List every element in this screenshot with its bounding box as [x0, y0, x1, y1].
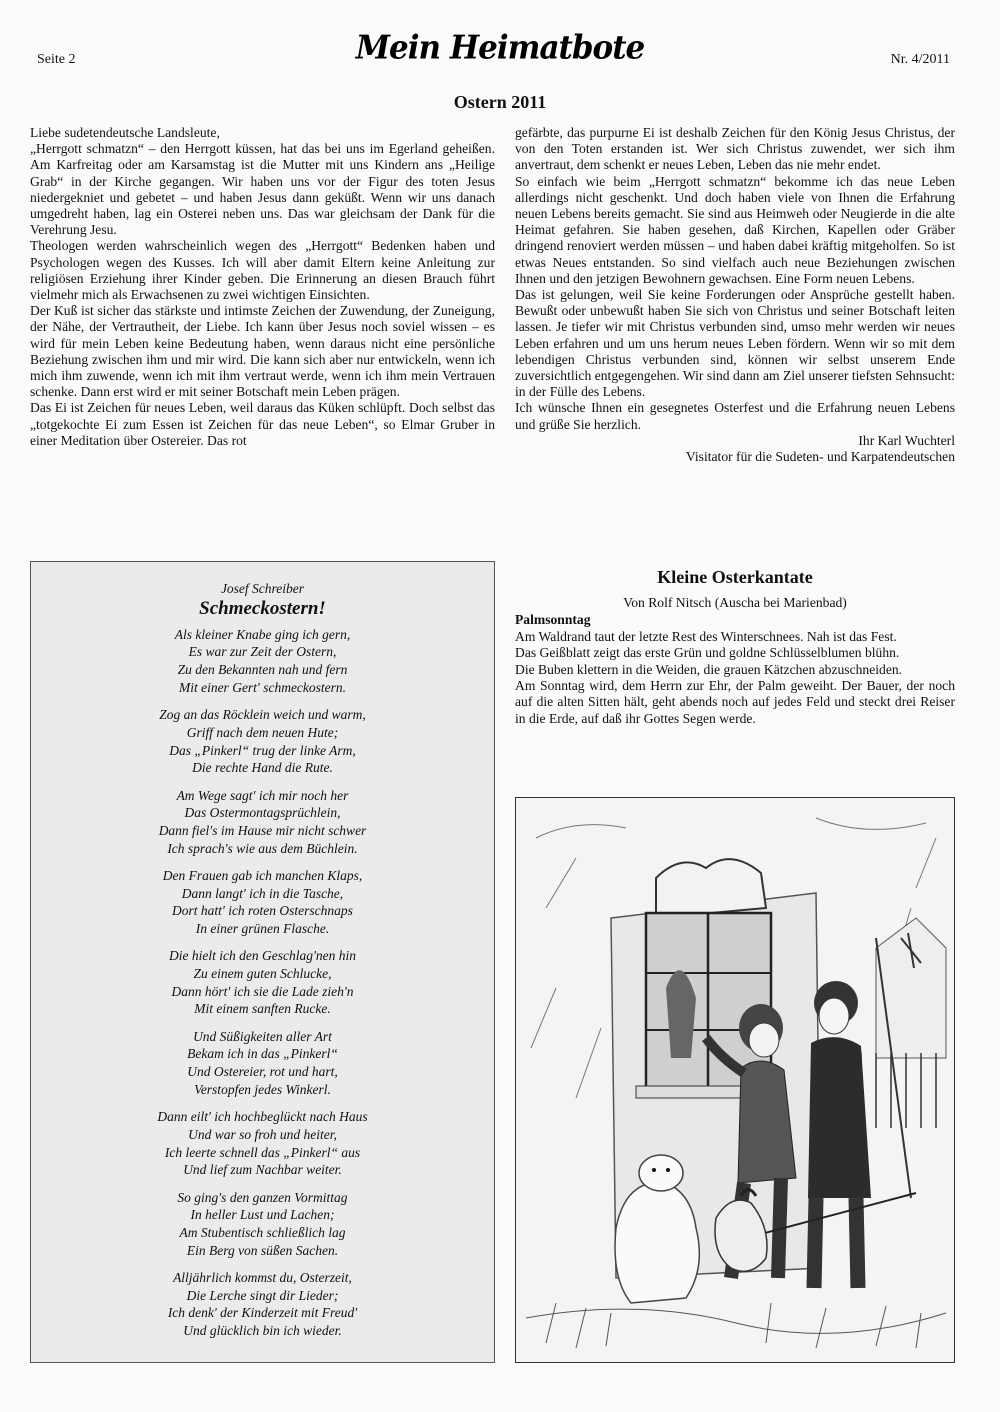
poem-stanza [31, 947, 494, 1018]
poem-line: Und Ostereier, rot und hart, [187, 1064, 338, 1080]
poem-stanza [31, 1269, 494, 1340]
poem-line: Mit einem sanften Rucke. [194, 1001, 331, 1017]
poem-line: Ein Berg von süßen Sachen. [186, 1242, 339, 1258]
poem-line: Dann langt' ich in die Tasche, [181, 885, 344, 901]
poem-line: Ich sprach's wie aus dem Büchlein. [167, 840, 358, 856]
article-paragraph: „Herrgott schmatzn“ – den Herrgott küssen, hat das bei uns im Egerland geheißen. Am Karfreitag oder am Karsamstag ist die Mutter mit uns Kindern ans „Heilige Grab“ in der Kirche gegangen. Wir haben uns vor der Figur des toten Jesus niedergekniet und gebetet – und haben Jesus dann geküßt. Wenn wir uns danach umgedreht haben, lag ein Osterei neben uns. Das war gleichsam der Dank für die Verehrung Jesu. [30, 141, 495, 238]
poem-line: Alljährlich kommst du, Osterzeit, [173, 1269, 352, 1285]
poem-stanzas [31, 626, 494, 1340]
illustration-drawing [516, 798, 954, 1362]
article-paragraph: Der Kuß ist sicher das stärkste und intimste Zeichen der Zuwendung, der Zuneigung, der Nähe, der Vertrautheit, der Liebe. Ich kann über Jesus noch soviel wissen – es wird für mein Leben keine Bedeutung haben, wenn daraus nicht eine persönliche Beziehung zwischen ihm und mir wird. Die kann sich aber nur entwickeln, wenn ich mich ihm zuwende, wenn ich mit ihm vertraut werde, wenn ich ihm mein Vertrauen schenke. Dann erst wird er mit seiner Botschaft mein Leben prägen. [30, 303, 495, 400]
poem-stanza [31, 626, 494, 697]
kantate-article [515, 566, 955, 727]
poem-line: Dann hört' ich sie die Lade zieh'n [171, 983, 354, 999]
poem-line: Ich denk' der Kinderzeit mit Freud' [167, 1305, 358, 1321]
article-paragraph: Das Ei ist Zeichen für neues Leben, weil daraus das Küken schlüpft. Doch selbst das „totgekochte Ei zum Essen ist Zeichen für das neue Leben“, so Elmar Gruber in einer Meditation über Ostereier. Das rot [30, 400, 495, 448]
poem-line: Und glücklich bin ich wieder. [183, 1323, 342, 1339]
poem-line: Und lief zum Nachbar weiter. [183, 1162, 342, 1178]
poem-line: Dort hatt' ich roten Osterschnaps [172, 903, 353, 919]
poem-line: Dann fiel's im Hause mir nicht schwer [158, 822, 367, 838]
masthead-logo: Mein Heimatbote [355, 29, 645, 67]
poem-line: In einer grünen Flasche. [195, 921, 330, 937]
signature-role: Visitator für die Sudeten- und Karpatendeutschen [685, 449, 955, 465]
poem-line: Bekam ich in das „Pinkerl“ [187, 1046, 338, 1062]
poem-stanza [31, 787, 494, 858]
kantate-paragraph: Die Buben klettern in die Weiden, die grauen Kätzchen abzuschneiden. [515, 661, 903, 677]
poem-line: Zu einem guten Schlucke, [193, 966, 332, 982]
article-paragraph: Das ist gelungen, weil Sie keine Forderungen oder Ansprüche gestellt haben. Bewußt oder unbewußt haben Sie sich von Christus und seiner Botschaft leiten lassen. Je tiefer wir mit Christus verbunden sind, umso mehr werden wir neues Leben erfahren und um uns herum neues Leben fördern. Wenn wir so mit dem lebendigen Christus verbunden sind, können wir selbst unserem Ende zuversichtlich entgegengehen. Wir sind dann am Ziel unserer tiefsten Sehnsucht: in der Fülle des Lebens. [515, 287, 955, 400]
kantate-section-heading: Palmsonntag [515, 612, 591, 628]
poem-line: Verstopfen jedes Winkerl. [194, 1081, 331, 1097]
poem-stanza [31, 706, 494, 777]
poem-line: Dann eilt' ich hochbeglückt nach Haus [157, 1109, 368, 1125]
poem-line: Mit einer Gert' schmeckostern. [178, 679, 347, 695]
poem-line: Das „Pinkerl“ trug der linke Arm, [169, 742, 356, 758]
issue-number: Nr. 4/2011 [890, 52, 950, 67]
signature: Ihr Karl Wuchterl [858, 432, 955, 448]
article-paragraph: Liebe sudetendeutsche Landsleute, [30, 125, 220, 140]
closing-line [515, 400, 955, 432]
poem-line: In heller Lust und Lachen; [190, 1207, 335, 1223]
poem-line: Die rechte Hand die Rute. [192, 760, 333, 776]
kantate-paragraph: Am Waldrand taut der letzte Rest des Winterschnees. Nah ist das Fest. [515, 628, 897, 644]
poem-line: So ging's den ganzen Vormittag [177, 1189, 348, 1205]
poem-line: Griff nach dem neuen Hute; [186, 724, 339, 740]
poem-stanza [31, 1189, 494, 1260]
poem-line: Ich leerte schnell das „Pinkerl“ aus [164, 1144, 361, 1160]
kantate-title: Kleine Osterkantate [657, 567, 813, 587]
kantate-byline: Von Rolf Nitsch (Auscha bei Marienbad) [623, 595, 847, 610]
poem-box [30, 561, 495, 1363]
article-paragraph: Ich wünsche Ihnen ein gesegnetes Osterfest und die Erfahrung neuen Lebens und grüße Sie herzlich. [515, 400, 955, 432]
easter-illustration [515, 797, 955, 1363]
poem-line: Es war zur Zeit der Ostern, [188, 644, 337, 660]
article-column-left [30, 125, 495, 449]
poem-line: Zu den Bekannten nah und fern [177, 662, 348, 678]
article-paragraph: So einfach wie beim „Herrgott schmatzn“ bekomme ich das neue Leben allerdings nicht geschenkt. Und doch haben viele von Ihnen die Erfahrung neuen Lebens bereits gemacht. Sie sind aus Heimweh oder Neugierde in die alte Heimat gefahren. Sie haben gesehen, daß Kirchen, Kapellen oder Gräber dringend renoviert werden müssen – und haben dabei kräftig mitgeholfen. So ist etwas Neues entstanden. So sind vielfach auch neue Beziehungen zwischen Ihnen und den jetzigen Bewohnern gewachsen. Eine Form neuen Lebens. [515, 173, 955, 286]
poem-line: Und Süßigkeiten aller Art [193, 1028, 332, 1044]
article-title: Ostern 2011 [453, 92, 547, 112]
poem-line: Zog an das Röcklein weich und warm, [159, 707, 366, 723]
poem-stanza [31, 1028, 494, 1099]
poem-title: Schmeckostern! [199, 597, 326, 619]
kantate-paragraph: Am Sonntag wird, dem Herrn zur Ehr, der Palm geweiht. Der Bauer, der noch auf die alten Sitten hält, geht abends noch auf jedes Feld und steckt drei Reiser in die Erde, auf daß ihr Gottes Segen werde. [515, 678, 955, 726]
poem-line: Den Frauen gab ich manchen Klaps, [162, 867, 363, 883]
page-number: Seite 2 [37, 52, 76, 67]
poem-line: Die hielt ich den Geschlag'nen hin [169, 948, 356, 964]
poem-line: Und war so froh und heiter, [188, 1126, 337, 1142]
kantate-paragraph: Das Geißblatt zeigt das erste Grün und goldne Schlüsselblumen blühn. [515, 645, 900, 661]
poem-line: Das Ostermontagsprüchlein, [184, 805, 341, 821]
poem-author: Josef Schreiber [220, 581, 305, 596]
poem-line: Die Lerche singt dir Lieder; [186, 1287, 339, 1303]
article-paragraph: Theologen werden wahrscheinlich wegen des „Herrgott“ Bedenken haben und Psychologen wegen des Kusses. Ich will aber damit Eltern keine Anleitung zur religiösen Erziehung ihrer Kinder geben. Die Erinnerung an diesen Brauch führt vielmehr mich als Erwachsenen zu zwei wichtigen Einsichten. [30, 238, 495, 303]
poem-stanza [31, 1108, 494, 1179]
poem-stanza [31, 867, 494, 938]
poem-line: Am Stubentisch schließlich lag [179, 1224, 346, 1240]
poem-line: Als kleiner Knabe ging ich gern, [174, 626, 351, 642]
article-paragraph: gefärbte, das purpurne Ei ist deshalb Zeichen für den König Jesus Christus, der von den Toten erstanden ist. Wer sich Christus zuwendet, wer sich ihm anvertraut, dem schenkt er neues Leben, Leben das nie mehr endet. [515, 125, 955, 173]
poem-line: Am Wege sagt' ich mir noch her [176, 787, 349, 803]
article-column-right [515, 125, 955, 465]
